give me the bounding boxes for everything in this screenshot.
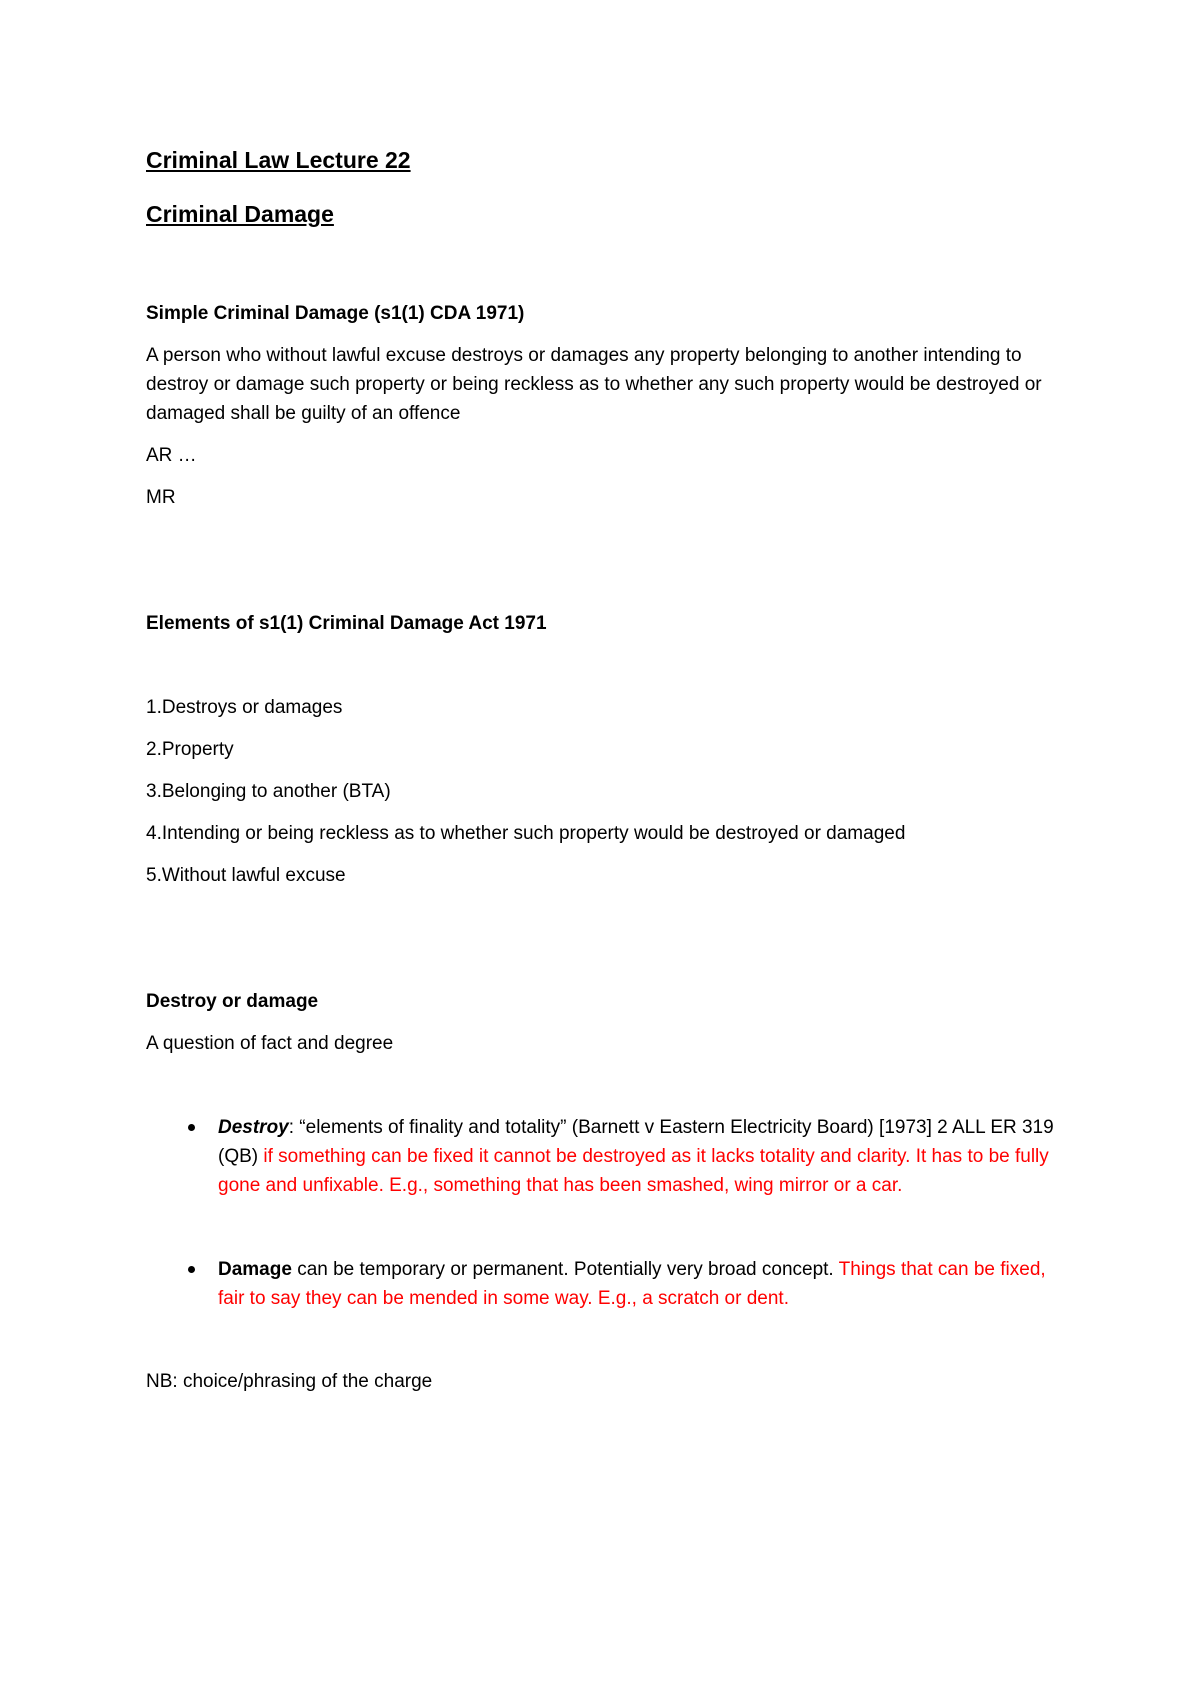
section-intro: A question of fact and degree: [146, 1033, 394, 1054]
element-list-item: 5.Without lawful excuse: [146, 865, 346, 886]
definition-bullet-list: [146, 1113, 1066, 1313]
bullet-text: : “elements of finality and totality” (Barnett v Eastern Electricity Board) [1973] 2 ALL ER 319 (QB): [218, 1117, 1054, 1167]
note-nb: NB: choice/phrasing of the charge: [146, 1371, 433, 1392]
bullet-annotation: if something can be fixed it cannot be destroyed as it lacks totality and clarity. It has to be fully gone and unfixable. E.g., something that has been smashed, wing mirror or a car.: [218, 1146, 1049, 1196]
document-page: [146, 145, 1066, 1396]
mens-rea-label: MR: [146, 487, 176, 508]
bullet-damage: [146, 1255, 1066, 1313]
document-subtitle: Criminal Damage: [146, 201, 334, 227]
element-list-item: 2.Property: [146, 739, 234, 760]
section-heading-destroy-or-damage: Destroy or damage: [146, 991, 319, 1012]
bullet-annotation: Things that can be fixed, fair to say they can be mended in some way. E.g., a scratch or dent.: [218, 1259, 1046, 1309]
section-heading-simple-criminal-damage: Simple Criminal Damage (s1(1) CDA 1971): [146, 303, 525, 324]
actus-reus-label: AR …: [146, 445, 197, 466]
bullet-term: Damage: [218, 1259, 292, 1280]
bullet-dot-icon: [188, 1124, 195, 1131]
element-list-item: 1.Destroys or damages: [146, 697, 343, 718]
document-title: Criminal Law Lecture 22: [146, 147, 411, 173]
bullet-destroy: [146, 1113, 1066, 1200]
element-list-item: 4.Intending or being reckless as to whether such property would be destroyed or damaged: [146, 823, 906, 844]
statute-definition: A person who without lawful excuse destroys or damages any property belonging to another intending to destroy or damage such property or being reckless as to whether any such property would be destroyed or damaged shall be guilty of an offence: [146, 345, 1042, 424]
bullet-text: can be temporary or permanent. Potentially very broad concept.: [291, 1259, 839, 1280]
section-heading-elements: Elements of s1(1) Criminal Damage Act 1971: [146, 613, 547, 634]
bullet-term: Destroy: [218, 1117, 289, 1138]
element-list-item: 3.Belonging to another (BTA): [146, 781, 391, 802]
bullet-dot-icon: [188, 1266, 195, 1273]
